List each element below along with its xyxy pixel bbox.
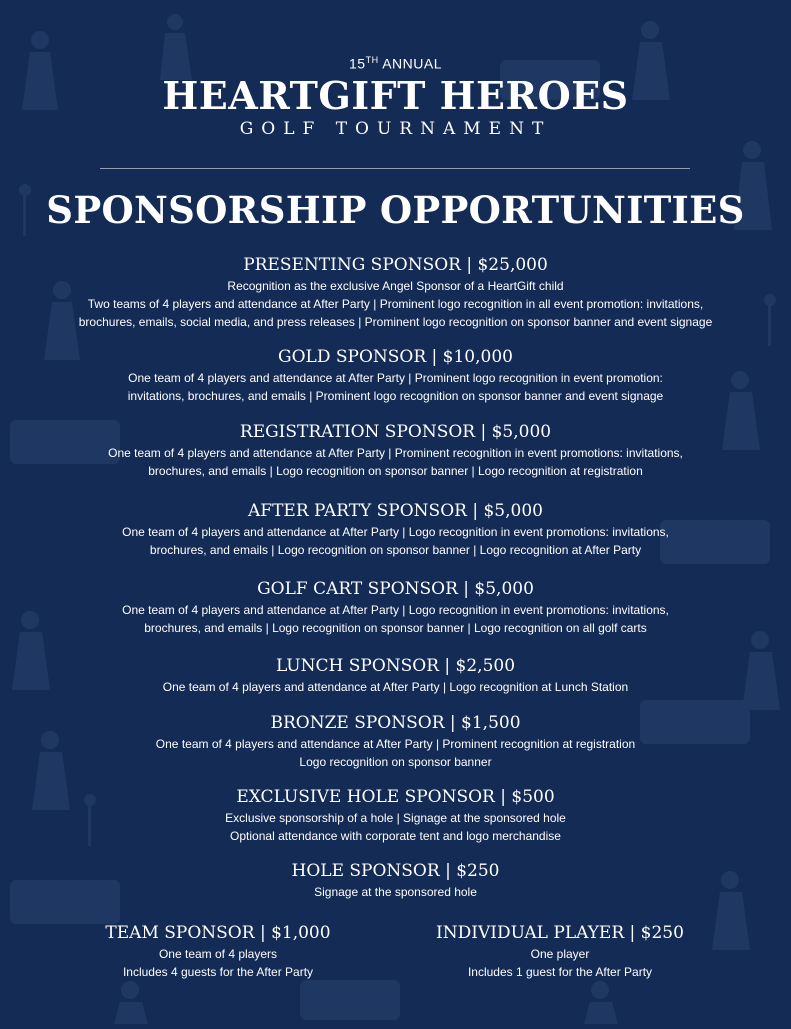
tier-title: PRESENTING SPONSOR | $25,000 bbox=[243, 255, 548, 275]
tier-line: Exclusive sponsorship of a hole | Signage at the sponsored hole bbox=[225, 811, 566, 825]
tier-golf-cart bbox=[0, 578, 791, 637]
tier-line: One player bbox=[530, 947, 590, 961]
tier-individual bbox=[400, 922, 720, 981]
tier-title: AFTER PARTY SPONSOR | $5,000 bbox=[248, 501, 543, 521]
tier-title: GOLF CART SPONSOR | $5,000 bbox=[257, 579, 534, 599]
tier-line: Includes 1 guest for the After Party bbox=[467, 965, 653, 979]
tier-exclusive-hole bbox=[0, 786, 791, 845]
tier-line: One team of 4 players and attendance at After Party | Prominent recognition in event promotions: invitations, bbox=[108, 446, 683, 460]
annual-word: ANNUAL bbox=[382, 55, 442, 72]
tier-line: Logo recognition on sponsor banner bbox=[299, 755, 492, 769]
tier-registration bbox=[0, 421, 791, 480]
tier-line: Signage at the sponsored hole bbox=[314, 885, 477, 899]
tier-gold bbox=[0, 346, 791, 405]
tier-title: REGISTRATION SPONSOR | $5,000 bbox=[239, 422, 552, 442]
tier-hole bbox=[0, 860, 791, 901]
tier-line: One team of 4 players and attendance at After Party | Logo recognition in event promotions: invitations, bbox=[122, 603, 669, 617]
header-divider bbox=[100, 168, 690, 169]
tier-line: One team of 4 players and attendance at After Party | Logo recognition at Lunch Station bbox=[162, 680, 629, 694]
tier-presenting bbox=[0, 254, 791, 331]
annual-suffix: TH bbox=[365, 55, 379, 65]
tier-line: brochures, emails, social media, and press releases | Prominent logo recognition on sponsor banner and event signage bbox=[78, 315, 713, 329]
tier-title: LUNCH SPONSOR | $2,500 bbox=[275, 656, 516, 676]
tier-line: Optional attendance with corporate tent and logo merchandise bbox=[230, 829, 561, 843]
event-header bbox=[0, 50, 791, 140]
tier-after-party bbox=[0, 500, 791, 559]
annual-label bbox=[0, 50, 791, 74]
annual-number: 15 bbox=[349, 55, 366, 72]
tier-line: invitations, brochures, and emails | Prominent logo recognition on sponsor banner and event signage bbox=[127, 389, 664, 403]
tier-line: Recognition as the exclusive Angel Sponsor of a HeartGift child bbox=[227, 279, 564, 293]
tier-line: One team of 4 players and attendance at After Party | Logo recognition in event promotions: invitations, bbox=[122, 525, 669, 539]
tier-title: EXCLUSIVE HOLE SPONSOR | $500 bbox=[236, 787, 555, 807]
tier-lunch bbox=[0, 655, 791, 696]
event-subtitle: GOLF TOURNAMENT bbox=[239, 118, 552, 139]
tier-line: One team of 4 players and attendance at After Party | Prominent recognition at registration bbox=[155, 737, 636, 751]
tier-bronze bbox=[0, 712, 791, 771]
tier-title: GOLD SPONSOR | $10,000 bbox=[278, 347, 513, 367]
tier-line: One team of 4 players bbox=[158, 947, 278, 961]
tier-line: brochures, and emails | Logo recognition on sponsor banner | Logo recognition at registration bbox=[148, 464, 643, 478]
tier-line: brochures, and emails | Logo recognition on sponsor banner | Logo recognition on all golf carts bbox=[144, 621, 647, 635]
tier-team bbox=[58, 922, 378, 981]
tier-line: brochures, and emails | Logo recognition on sponsor banner | Logo recognition at After Party bbox=[149, 543, 642, 557]
tier-line: One team of 4 players and attendance at After Party | Prominent logo recognition in event promotion: bbox=[128, 371, 663, 385]
event-title: HEARTGIFT HEROES bbox=[162, 72, 629, 118]
tier-title: INDIVIDUAL PLAYER | $250 bbox=[436, 923, 684, 943]
tier-title: BRONZE SPONSOR | $1,500 bbox=[270, 713, 521, 733]
tier-title: HOLE SPONSOR | $250 bbox=[291, 861, 500, 881]
tier-line: Two teams of 4 players and attendance at After Party | Prominent logo recognition in all event promotion: invitations, bbox=[87, 297, 704, 311]
tier-line: Includes 4 guests for the After Party bbox=[122, 965, 314, 979]
tier-title: TEAM SPONSOR | $1,000 bbox=[105, 923, 331, 943]
page-heading: SPONSORSHIP OPPORTUNITIES bbox=[46, 188, 745, 232]
